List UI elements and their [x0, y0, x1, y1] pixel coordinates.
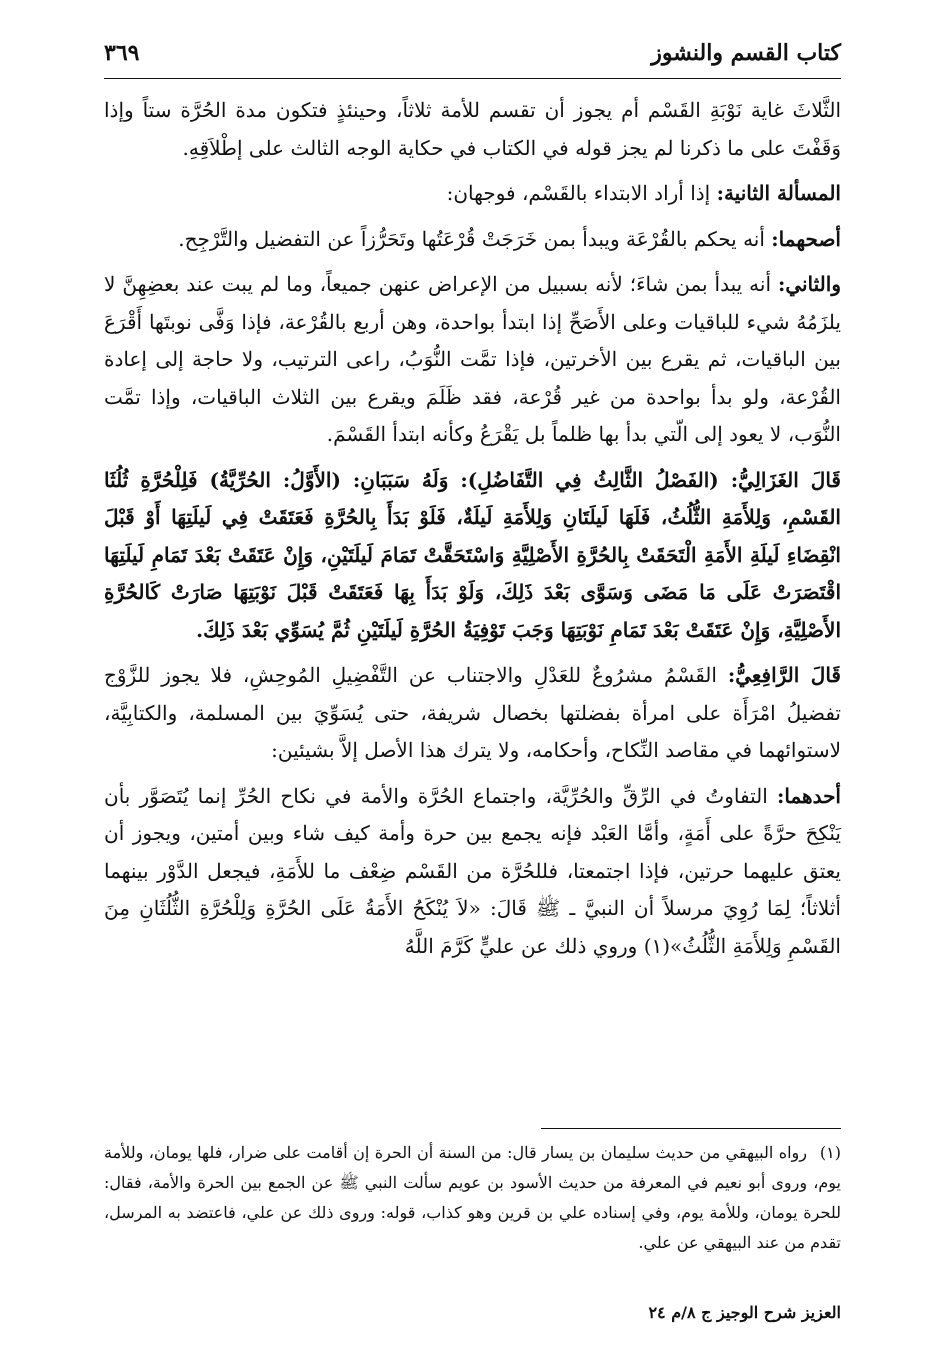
paragraph: [104, 175, 841, 213]
footnote-divider: [541, 1128, 841, 1129]
paragraph-lead: أحدهما:: [776, 783, 841, 808]
paragraph-lead: والثاني:: [777, 272, 841, 296]
paragraph: [104, 778, 841, 966]
page-header: [104, 38, 841, 79]
paragraph-lead: قَالَ الرَّافِعِيُّ:: [727, 663, 841, 687]
paragraph: [104, 221, 841, 259]
running-title: كتاب القسم والنشوز: [651, 40, 841, 66]
paragraph: [104, 657, 841, 770]
quoted-paragraph: [104, 462, 841, 650]
paragraph-text: أنه يحكم بالقُرْعَة ويبدأ بمن خَرَجَتْ قُرْعَتُها وتَحَرُّزاً عن التفضيل والتَّرْجِح.: [178, 226, 772, 251]
paragraph-text: القَسْمُ مشرُوعٌ للعَدْلِ والاجتناب عن التَّفْضِيلِ المُوحِشِ، فلا يجوز للزَّوْج تفضيلُ امْرَأَة على امرأة بفضلتها بخصال شريفة، حتى يُسَوِّيَ بين المسلمة، والكتابِيَّة، لاستوائهما في مقاصد النِّكاح، وأحكامه، ولا يترك هذا الأصل إلاَّ بشيئين:: [104, 663, 841, 762]
paragraph-text: (الفَصْلُ الثَّالِثُ فِي التَّفَاضُلِ): وَلَهُ سَبَبَانِ: (الأَوَّلُ: الحُرِّيَّةُ) فَلِلْحُرَّةِ ثُلُثَا القَسْمِ، وَلِلأَمَةِ الثُّلُثُ، فَلَهَا لَيلَتَانِ وَلِلأَمَةِ لَيلَةٌ، فَلَوْ بَدَأَ بِالحُرَّةِ فَعَتَقَتْ فِي لَيلَتِهَا أَوْ قَبْلَ انْقِضَاءِ لَيلَةِ الأَمَةِ الْتَحَقَتْ بِالحُرَّةِ الأَصْلِيَّةِ وَاسْتَحَقَّتْ تَمَامَ لَيلَتَيْنِ، وَإِنْ عَتَقَتْ بَعْدَ تَمَامِ لَيلَتِهَا اقْتَصَرَتْ عَلَى مَا مَضَى وَسَوَّى بَعْدَ ذَلِكَ، وَلَوْ بَدَأَ بِهَا فَعَتَقَتْ قَبْلَ نَوْبَتِهَا صَارَتْ كَالحُرَّةِ الأَصْلِيَّةِ، وَإِنْ عَتَقَتْ بَعْدَ تَمَامِ نَوْبَتِهَا وَجَبَ تَوْفِيَةُ الحُرَّةِ لَيلَتَيْنِ ثُمَّ يُسَوِّي بَعْدَ ذَلِكَ.: [104, 467, 841, 642]
paragraph: [104, 92, 841, 167]
footnote-text: رواه البيهقي من حديث سليمان بن يسار قال: من السنة أن الحرة إن أقامت على ضرار، فلها يومان، وللأمة يوم، وروى أبو نعيم في المعرفة من حديث الأسود بن عويم سألت النبي ﷺ عن الجمع بين الحرة والأمة، فقال: للحرة يومان، وللأمة يوم، وفي إسناده علي بن قرين وهو كذاب، قوله: وروى ذلك عن علي، فاعتضد به المرسل، تقدم من عند البيهقي عن علي.: [104, 1143, 841, 1252]
main-text: [104, 92, 841, 973]
paragraph-text: إذا أراد الابتداء بالقَسْم، فوجهان:: [446, 181, 717, 205]
footnotes: [104, 1138, 841, 1258]
paragraph-text: التفاوتُ في الرِّقِّ والحُرِّيَّة، واجتماع الحُرَّة والأمة في نكاح الحُرِّ إنما يُتَصَوَّر بأن يَنْكِحَ حرَّةً على أَمَةٍ، وأمَّا العَبْد فإنه يجمع بين حرة وأمة كيف شاء وبين أمتين، ويجوز أن يعتق عليهما حرتين، فإذا اجتمعتا، فللحُرَّة من القَسْم ضِعْف ما للأَمَةِ، فيجعل الدَّوْر بينهما أثلاثاً؛ لِمَا رُوِيَ مرسلاً أن النبيَّ ـ ﷺ قَالَ: «لاَ يُنْكَحُ الأَمَةُ عَلَى الحُرَّةِ وَلِلْحُرَّةِ الثُّلُثَانِ مِنَ القَسْمِ وَلِلأَمَةِ الثُّلُثُ»(١) وروي ذلك عن عليٍّ كَرَّمَ اللَّهُ: [104, 783, 841, 958]
paragraph-lead: المسألة الثانية:: [716, 181, 841, 205]
paragraph-lead: قَالَ الغَزَالِيُّ:: [730, 467, 841, 492]
paragraph-lead: أصحهما:: [771, 226, 841, 251]
paragraph: [104, 266, 841, 454]
footnote-marker: (١): [819, 1143, 841, 1162]
paragraph-text: أنه يبدأ بمن شاءَ؛ لأنه بسبيل من الإعراض عنهن جميعاً، وما لم يبت عند بعضِهِنَّ لا يلزَمُهُ شيء للباقيات وعلى الأَصَحِّ إذا ابتدأ بواحدة، وهن أربع بالقُرْعة، فإذا وَفَّى نوبتَها أَقْرَعَ بين الباقيات، ثم يقرع بين الأخرتين، فإذا تمَّت النُّوَبُ، راعى الترتيب، ولا حاجة إلى إعادة القُرْعة، ولو بدأ بواحدة من غير قُرْعة، فقد ظَلَمَ ويقرع بين الثلاث الباقيات، وإذا تمَّت النُّوَب، لا يعود إلى الّتي بدأ بها ظلماً بل يَقْرَعُ وكأنه ابتدأ القَسْمَ.: [104, 272, 841, 446]
page-number: ٣٦٩: [104, 40, 140, 66]
paragraph-text: الثَّلاثَ غاية نَوْبَةِ القَسْم أم يجوز أن تقسم للأمة ثلاثاً، وحينئذٍ فتكون مدة الحُرَّة ستاً وإذا وَقَفْتَ على ما ذكرنا لم يجز قوله في الكتاب في حكاية الوجه الثالث على إطْلاَقِهِ.: [104, 98, 841, 160]
volume-signature: العزيز شرح الوجيز ج ٨/م ٢٤: [648, 1303, 841, 1322]
footnote: [104, 1138, 841, 1258]
